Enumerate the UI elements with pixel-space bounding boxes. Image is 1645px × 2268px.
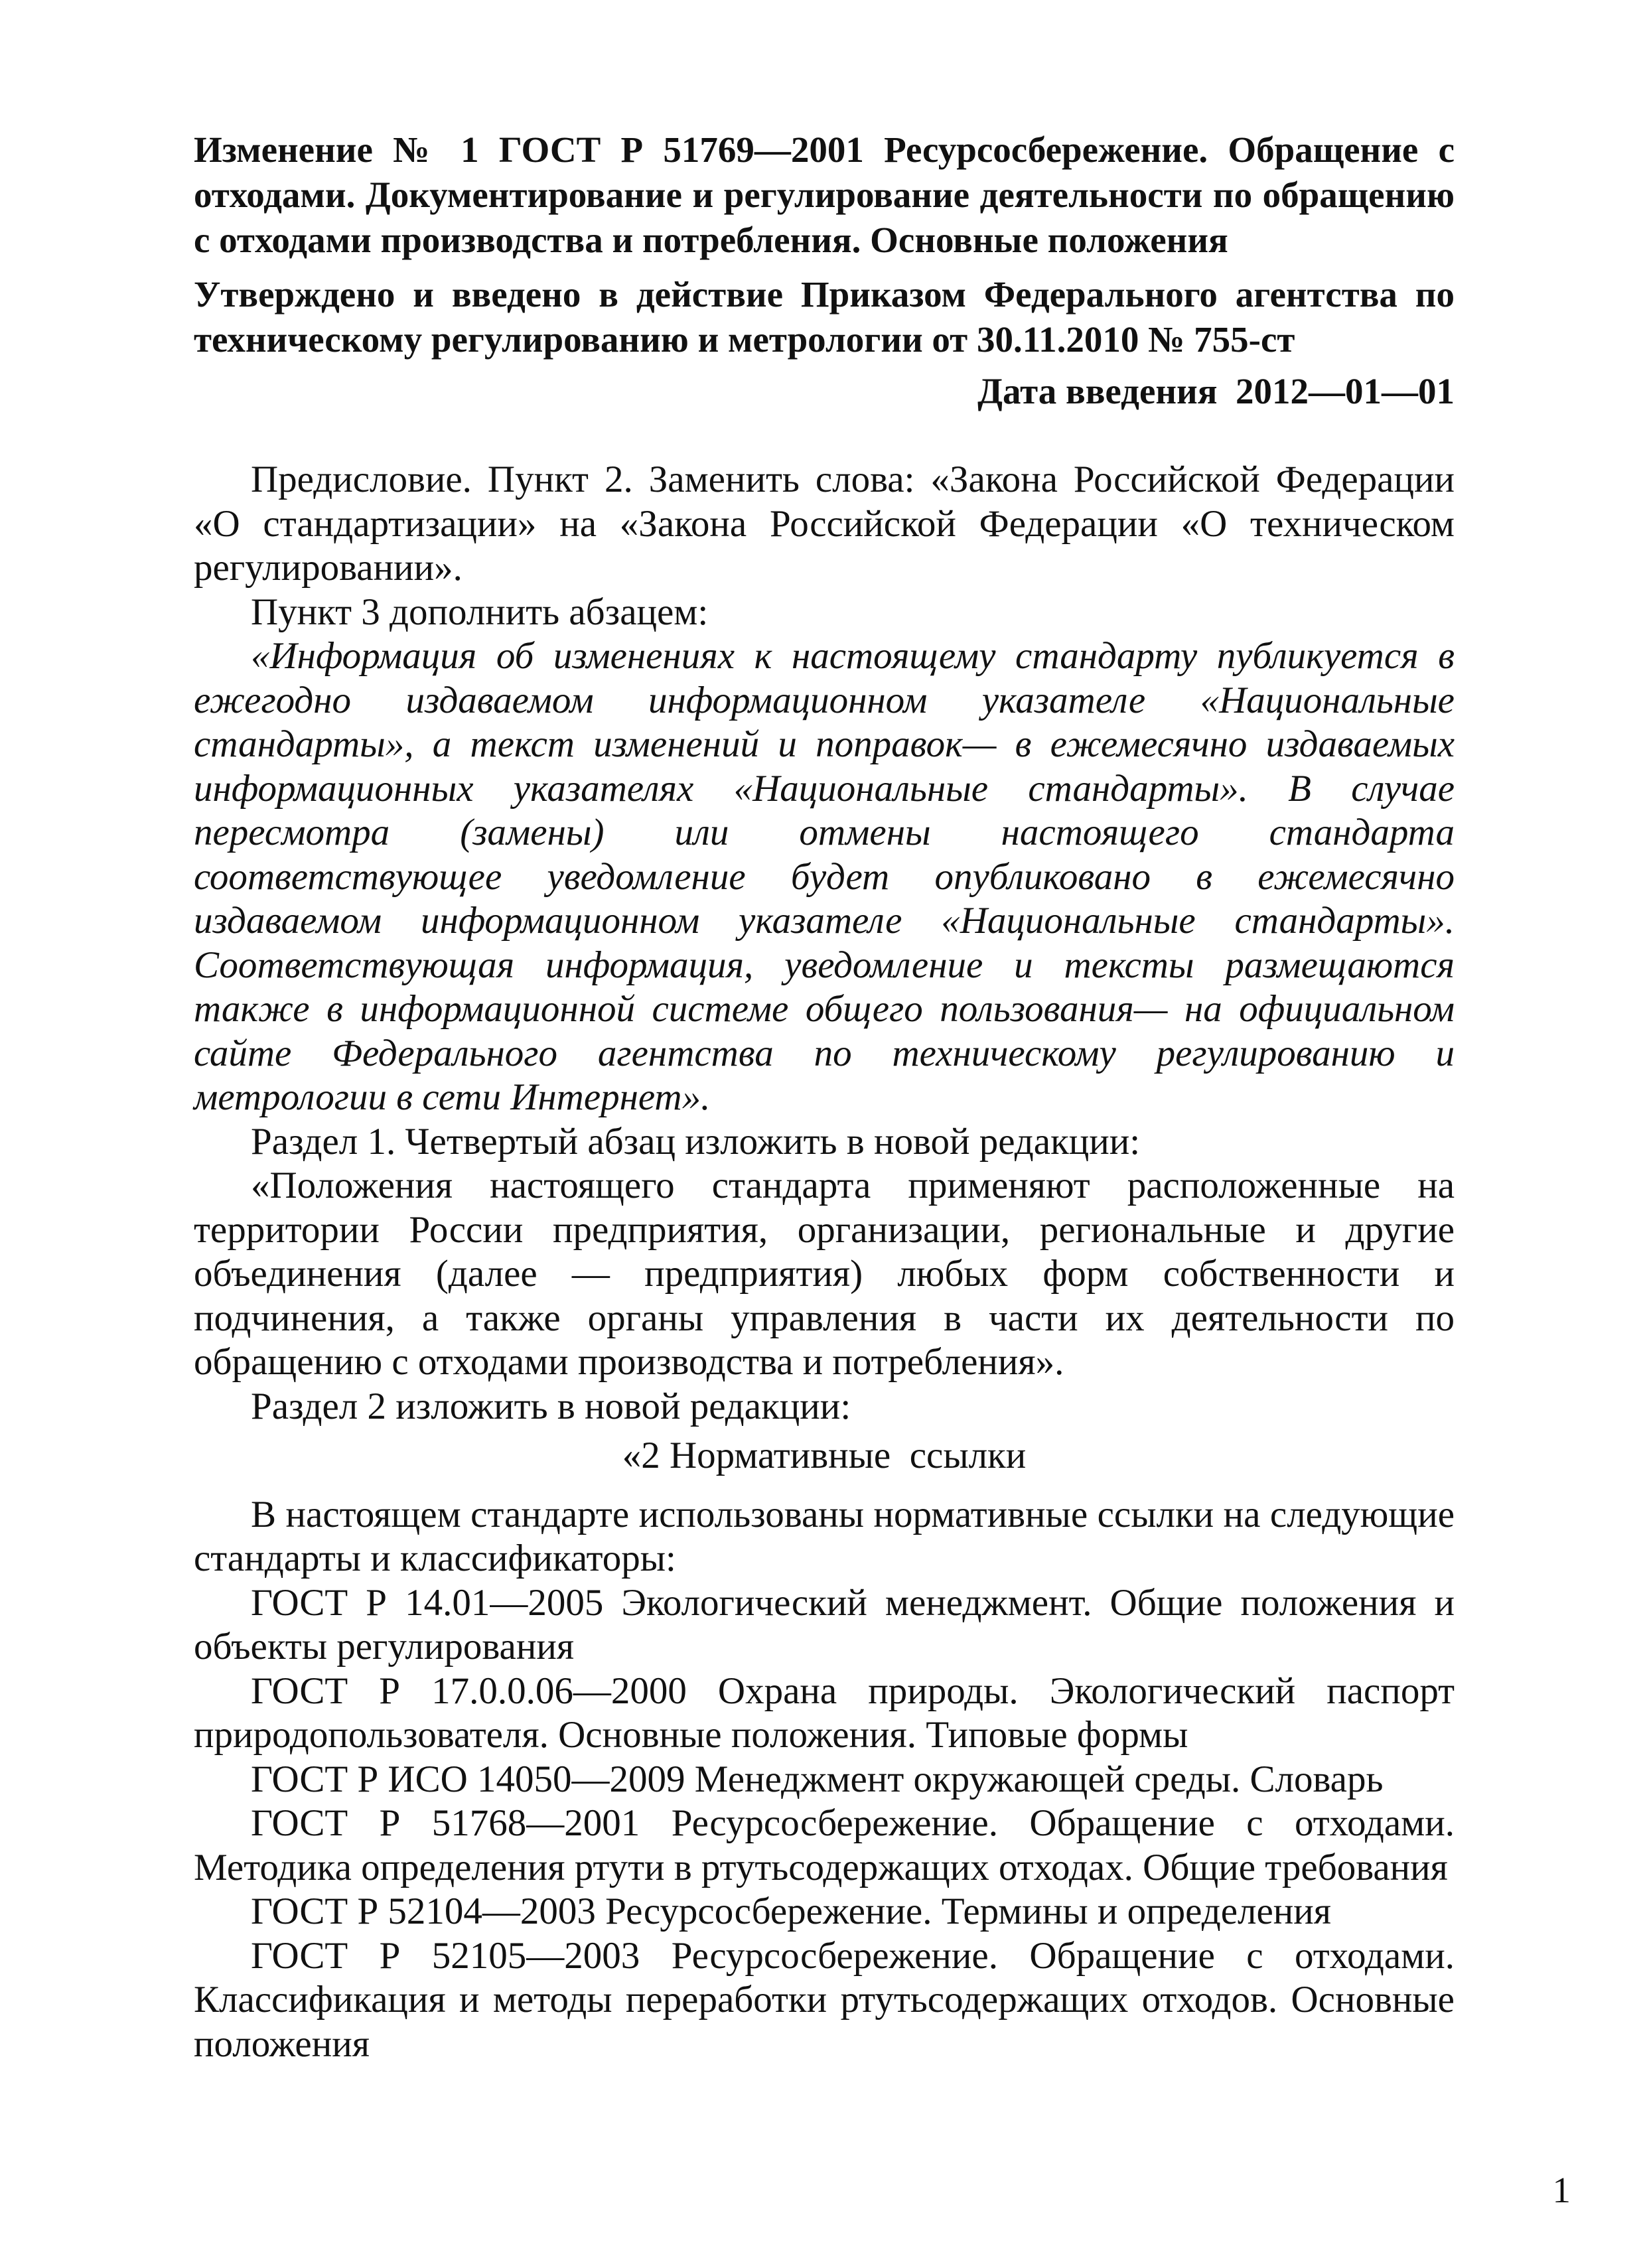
section-heading-references: «2 Нормативные ссылки — [622, 1435, 1027, 1476]
amendment-title: Изменение № 1 ГОСТ Р 51769—2001 Ресурсосбережение. Обращение с отходами. Документирование и регулирование деятельности по обращению с отходами производства и потребления. Основные положения — [194, 129, 1455, 260]
paragraph-section1-intro: Раздел 1. Четвертый абзац изложить в новой редакции: — [251, 1120, 1141, 1163]
document-page — [194, 0, 1455, 2268]
reference-item: ГОСТ Р 17.0.0.06—2000 Охрана природы. Экологический паспорт природопользователя. Основные положения. Типовые формы — [194, 1669, 1455, 1756]
page-number: 1 — [1552, 2170, 1571, 2210]
paragraph-preface: Предисловие. Пункт 2. Заменить слова: «Закона Российской Федерации «О стандартизации» на «Закона Российской Федерации «О техническом регулировании». — [194, 459, 1455, 589]
approval-note: Утверждено и введено в действие Приказом Федерального агентства по техническому регулированию и метрологии от 30.11.2010 № 755-ст — [194, 274, 1455, 360]
reference-item: ГОСТ Р 14.01—2005 Экологический менеджмент. Общие положения и объекты регулирования — [194, 1581, 1455, 1667]
paragraph-references-intro: В настоящем стандарте использованы нормативные ссылки на следующие стандарты и классификаторы: — [194, 1493, 1455, 1579]
document-body — [194, 458, 1455, 2066]
paragraph-item3-quote: «Информация об изменениях к настоящему стандарту публикуется в ежегодно издаваемом информационном указателе «Национальные стандарты», а текст изменений и поправок— в ежемесячно издаваемых информационных указателях «Национальные стандарты». В случае пересмотра (замены) или отмены настоящего стандарта соответствующее уведомление будет опубликовано в ежемесячно издаваемом информационном указателе «Национальные стандарты». Соответствующая информация, уведомление и тексты размещаются также в информационной системе общего пользования— на официальном сайте Федерального агентства по техническому регулированию и метрологии в сети Интернет». — [194, 635, 1455, 1118]
reference-item: ГОСТ Р ИСО 14050—2009 Менеджмент окружающей среды. Словарь — [251, 1758, 1384, 1800]
paragraph-item3-intro: Пункт 3 дополнить абзацем: — [251, 591, 709, 633]
paragraph-section1-text: «Положения настоящего стандарта применяют расположенные на территории России предприятия, организации, региональные и другие объединения (далее — предприятия) любых форм собственности и подчинения, а также органы управления в части их деятельности по обращению с отходами производства и потребления». — [194, 1165, 1455, 1383]
reference-item: ГОСТ Р 52105—2003 Ресурсосбережение. Обращение с отходами. Классификация и методы переработки ртутьсодержащих отходов. Основные положения — [194, 1934, 1455, 2065]
paragraph-section2-intro: Раздел 2 изложить в новой редакции: — [251, 1385, 851, 1427]
effective-date: Дата введения 2012—01—01 — [977, 371, 1455, 411]
reference-item: ГОСТ Р 52104—2003 Ресурсосбережение. Термины и определения — [251, 1890, 1331, 1932]
reference-item: ГОСТ Р 51768—2001 Ресурсосбережение. Обращение с отходами. Методика определения ртути в ртутьсодержащих отходах. Общие требования — [194, 1802, 1455, 1888]
